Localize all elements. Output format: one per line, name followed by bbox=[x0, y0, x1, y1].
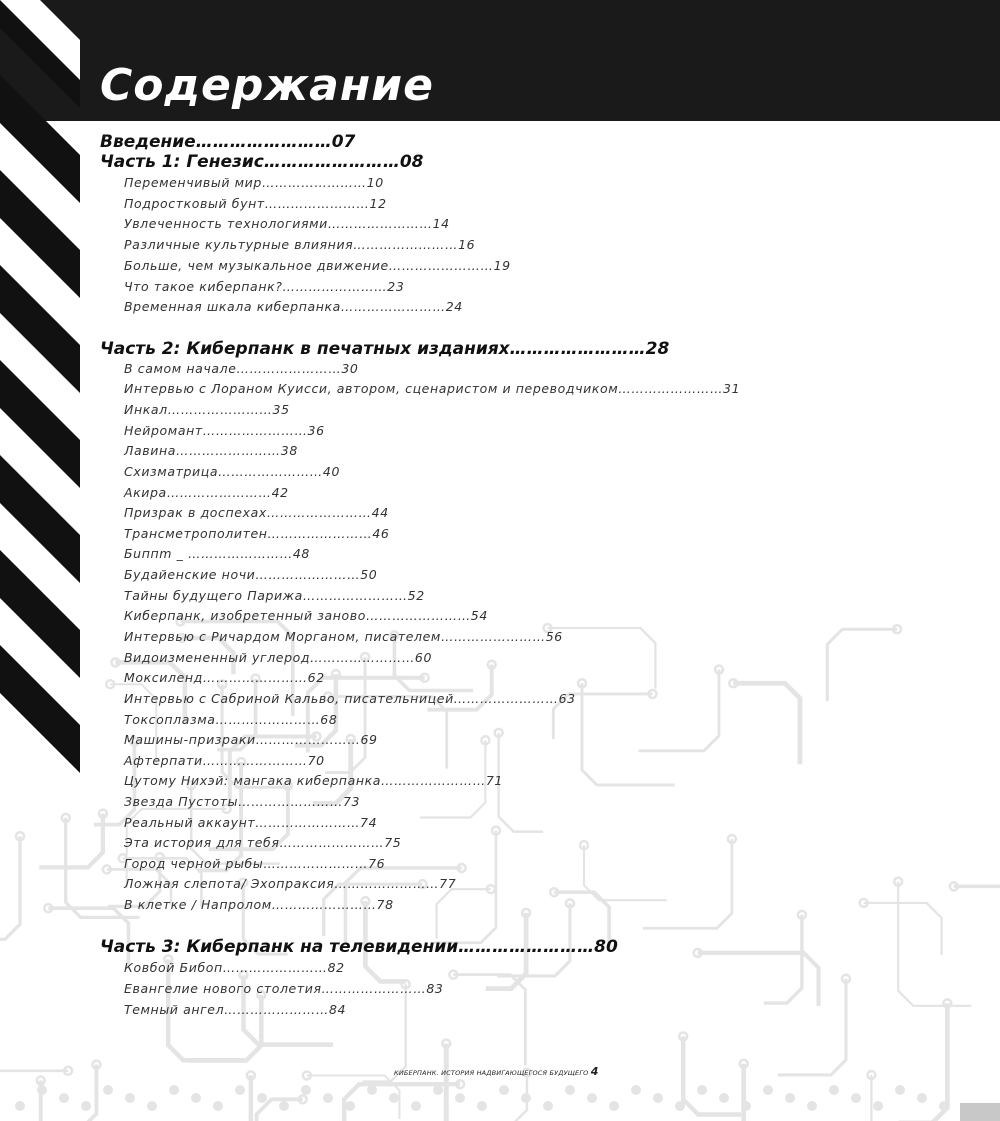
footer-book-title: КИБЕРПАНК. ИСТОРИЯ НАДВИГАЮЩЕГОСЯ БУДУЩЕГО bbox=[394, 1069, 589, 1077]
toc-entry: Евангелие нового столетия……………………83 bbox=[124, 981, 444, 996]
page-footer bbox=[394, 1066, 599, 1079]
toc-entry: Временная шкала киберпанка……………………24 bbox=[124, 299, 463, 314]
toc-entry: Подростковый бунт……………………12 bbox=[124, 196, 387, 211]
toc-entry: Трансметрополитен……………………46 bbox=[124, 526, 390, 541]
toc-part-heading: Введение……………………07 bbox=[100, 132, 356, 152]
toc-entry: Больше, чем музыкальное движение……………………19 bbox=[124, 258, 511, 273]
toc-part-heading: Часть 2: Киберпанк в печатных изданиях……………………28 bbox=[100, 339, 670, 359]
toc-entry: Эта история для тебя……………………75 bbox=[124, 835, 402, 850]
corner-decoration bbox=[960, 1103, 1000, 1121]
toc-entry: Интервью с Сабриной Кальво, писательницей……………………63 bbox=[124, 691, 576, 706]
toc-entry: Увлеченность технологиями……………………14 bbox=[124, 216, 450, 231]
toc-part-heading: Часть 3: Киберпанк на телевидении……………………80 bbox=[100, 937, 618, 957]
toc-entry: В самом начале……………………30 bbox=[124, 361, 359, 376]
toc-entry: Нейромант……………………36 bbox=[124, 423, 325, 438]
toc-entry: Ковбой Бибоп……………………82 bbox=[124, 960, 345, 975]
toc-entry: Тайны будущего Парижа……………………52 bbox=[124, 588, 425, 603]
toc-entry: Призрак в доспехах……………………44 bbox=[124, 505, 389, 520]
toc-entry: Схизматрица……………………40 bbox=[124, 464, 340, 479]
toc-entry: Акира……………………42 bbox=[124, 485, 289, 500]
toc-entry: Звезда Пустоты……………………73 bbox=[124, 794, 361, 809]
toc-entry: Интервью с Лораном Куисси, автором, сценаристом и переводчиком……………………31 bbox=[124, 381, 741, 396]
toc-entry: Киберпанк, изобретенный заново……………………54 bbox=[124, 608, 488, 623]
toc-entry: Лавина……………………38 bbox=[124, 443, 298, 458]
toc-entry: Машины-призраки……………………69 bbox=[124, 732, 378, 747]
toc-entry: Цутому Нихэй: мангака киберпанка……………………71 bbox=[124, 773, 503, 788]
toc-entry: Токсоплазма……………………68 bbox=[124, 712, 338, 727]
toc-entry: Что такое киберпанк?……………………23 bbox=[124, 279, 405, 294]
toc-entry: Ложная слепота/ Эхопраксия……………………77 bbox=[124, 876, 457, 891]
toc-entry: Инкал……………………35 bbox=[124, 402, 290, 417]
toc-entry: Город черной рыбы……………………76 bbox=[124, 856, 386, 871]
toc-entry: Бuппm _ ……………………48 bbox=[124, 546, 310, 561]
toc-entry: Моксиленд……………………62 bbox=[124, 670, 325, 685]
toc-entry: Темный ангел……………………84 bbox=[124, 1002, 347, 1017]
toc-entry: Будайенские ночи……………………50 bbox=[124, 567, 378, 582]
toc-entry: Интервью с Ричардом Морганом, писателем……………………56 bbox=[124, 629, 563, 644]
toc-entry: Видоизмененный углерод……………………60 bbox=[124, 650, 433, 665]
toc-part-heading: Часть 1: Генезис……………………08 bbox=[100, 152, 424, 172]
toc-entry: Афтерпати……………………70 bbox=[124, 753, 325, 768]
toc-entry: Различные культурные влияния……………………16 bbox=[124, 237, 476, 252]
toc-entry: Реальный аккаунт……………………74 bbox=[124, 815, 378, 830]
toc-entry: Переменчивый мир……………………10 bbox=[124, 175, 384, 190]
page-number: 4 bbox=[590, 1065, 599, 1078]
page-title: Содержание bbox=[100, 60, 434, 111]
toc-entry: В клетке / Напролом……………………78 bbox=[124, 897, 394, 912]
